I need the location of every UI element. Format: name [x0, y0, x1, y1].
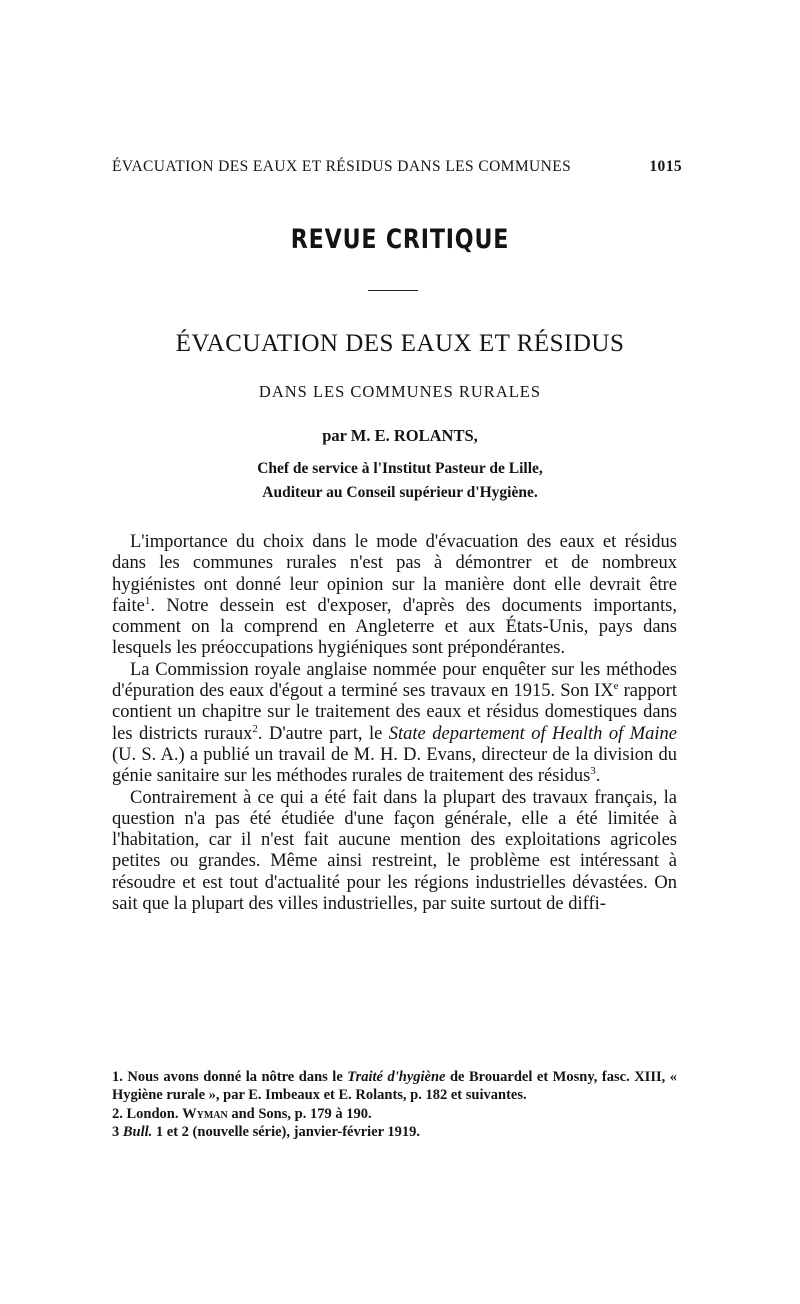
footnote-ref: 1	[144, 594, 151, 607]
footnote-number: 2	[112, 1105, 120, 1122]
footnote-number: 1	[112, 1069, 120, 1085]
footnote-ref: 2	[252, 722, 258, 735]
running-head	[112, 158, 682, 176]
footnote-ref: 3	[590, 765, 596, 778]
footnote: 2. London. Wyman and Sons, p. 179 à 190.	[112, 1105, 372, 1122]
running-head-title: ÉVACUATION DES EAUX ET RÉSIDUS DANS LES COMMUNES	[112, 158, 572, 175]
footnote-number: 3	[112, 1123, 120, 1140]
paragraph: La Commission royale anglaise nommée pour enquêter sur les méthodes d'épuration des eaux d'égout a terminé ses travaux en 1915. Son IXe rapport contient un chapitre sur le traitement des eaux et résidus domestiques dans les districts ruraux$^2$. D'autre part, le State departement of Health of Maine (U. S. A.) a publié un travail de M. H. D. Evans, directeur de la division du génie sanitaire sur les méthodes rurales de traitement des résidus$^3$.	[112, 659, 677, 787]
author-affiliation: Auditeur au Conseil supérieur d'Hygiène.	[262, 484, 538, 501]
author-affiliation: Chef de service à l'Institut Pasteur de Lille,	[257, 460, 543, 477]
title-divider	[368, 290, 418, 291]
footnote: 1. Nous avons donné la nôtre dans le Traité d'hygiène de Brouardel et Mosny, fasc. XIII, « Hygiène rurale », par E. Imbeaux et E. Rolants, p. 182 et suivantes.	[112, 1069, 677, 1104]
section-rubric: REVUE CRITIQUE	[290, 224, 510, 255]
page-number: 1015	[649, 158, 682, 175]
article-subtitle: DANS LES COMMUNES RURALES	[258, 382, 542, 401]
paragraph: Contrairement à ce qui a été fait dans la plupart des travaux français, la question n'a pas été étudiée d'une façon générale, elle a été limitée à l'habitation, car il n'est fait aucune mention des exploitations agricoles petites ou grandes. Même ainsi restreint, le problème est intéressant à résoudre et est tout d'actualité pour les régions industrielles dévastées. On sait que la plupart des villes industrielles, par suite surtout de diffi-	[112, 787, 677, 915]
article-body	[112, 532, 677, 915]
footnote: 3 Bull. 1 et 2 (nouvelle série), janvier-février 1919.	[112, 1123, 421, 1140]
article-title: ÉVACUATION DES EAUX ET RÉSIDUS	[175, 330, 625, 357]
paragraph: L'importance du choix dans le mode d'évacuation des eaux et résidus dans les communes rurales n'est pas à démontrer et de nombreux hygiénistes ont donné leur opinion sur la manière dont elle devrait être faite$^1$. Notre dessein est d'exposer, d'après des documents importants, comment on la comprend en Angleterre et aux États-Unis, pays dans lesquels les préoccupations hygiéniques sont prépondérantes.	[112, 532, 677, 659]
author-byline: par M. E. ROLANTS,	[322, 426, 478, 445]
footnotes	[112, 1068, 677, 1141]
